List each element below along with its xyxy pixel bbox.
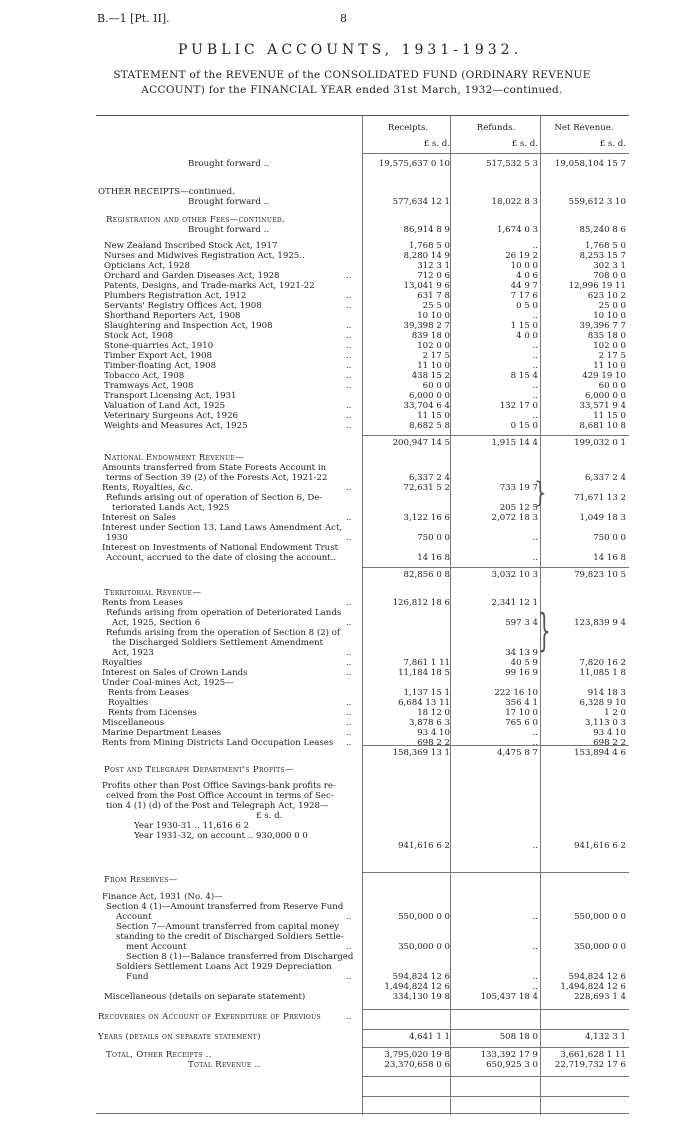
net-value: 12,996 19 11: [568, 281, 626, 291]
refunds-value: ..: [532, 381, 538, 391]
net-value: 11,085 1 8: [579, 668, 626, 678]
refunds-value: 517,532 5 3: [486, 159, 538, 169]
receipts-value: 1,768 5 0: [408, 241, 450, 251]
receipts-value: 312 3 1: [417, 261, 450, 271]
net-value: 79,823 10 5: [574, 570, 626, 580]
net-value: 71,671 13 2: [574, 493, 626, 503]
row-description: Royalties: [108, 698, 149, 708]
receipts-value: 14 16 8: [417, 553, 450, 563]
receipts-value: 23,370,658 0 6: [384, 1060, 450, 1070]
row-description: Rents from Licenses: [108, 708, 197, 718]
row-description: Section 8 (1)—Balance transferred from Discharged: [126, 952, 354, 962]
row-description: Timber Export Act, 1908: [104, 351, 212, 361]
leader-dots: ..: [346, 483, 352, 493]
row-description: tion 4 (1) (d) of the Post and Telegraph Act, 1928—: [106, 801, 329, 811]
row-description: Transport Licensing Act, 1931: [104, 391, 237, 401]
row-description: Post and Telegraph Department's Profits—: [104, 765, 294, 775]
net-value: 123,839 9 4: [574, 618, 626, 628]
refunds-value: ..: [532, 553, 538, 563]
leader-dots: ..: [346, 972, 352, 982]
receipts-value: 750 0 0: [417, 533, 450, 543]
leader-dots: ..: [346, 658, 352, 668]
receipts-units: £ s. d.: [423, 139, 450, 149]
receipts-value: 7,861 1 11: [403, 658, 450, 668]
net-value: 22,719,732 17 6: [554, 1060, 626, 1070]
row-description: Interest on Investments of National Endowment Trust: [102, 543, 339, 553]
net-value: 3,661,628 1 11: [560, 1050, 626, 1060]
leader-dots: ..: [346, 381, 352, 391]
refunds-value: 34 13 9: [505, 648, 538, 658]
row-description: Rents, Royalties, &c.: [102, 483, 194, 493]
refunds-value: 4 0 0: [516, 331, 538, 341]
refunds-value: 7 17 6: [510, 291, 538, 301]
receipts-value: 10 10 0: [417, 311, 450, 321]
receipts-value: 712 0 6: [417, 271, 450, 281]
net-value: 39,396 7 7: [579, 321, 626, 331]
total-rule: [362, 567, 629, 568]
receipts-value: 1,137 15 1: [403, 688, 450, 698]
row-description: teriorated Lands Act, 1925: [112, 503, 230, 513]
leader-dots: ..: [346, 411, 352, 421]
refunds-value: 17 10 0: [505, 708, 538, 718]
refunds-value: 356 4 1: [505, 698, 538, 708]
refunds-value: 1,915 14 4: [491, 438, 538, 448]
receipts-value: 839 18 0: [411, 331, 450, 341]
total-rule: [362, 1009, 629, 1010]
net-value: 429 19 10: [582, 371, 626, 381]
receipts-value: 3,795,020 19 8: [384, 1050, 450, 1060]
row-description: Fund: [126, 972, 149, 982]
net-value: 594,824 12 6: [568, 972, 626, 982]
leader-dots: ..: [346, 271, 352, 281]
net-value: 228,693 1 4: [574, 992, 626, 1002]
receipts-value: 6,684 13 11: [398, 698, 450, 708]
leader-dots: ..: [346, 598, 352, 608]
refunds-value: ..: [532, 361, 538, 371]
refunds-value: 2,072 18 3: [491, 513, 538, 523]
leader-dots: ..: [346, 668, 352, 678]
row-description: Refunds arising from operation of Deteriorated Lands: [106, 608, 342, 618]
net-value: 199,032 0 1: [574, 438, 626, 448]
receipts-value: 25 5 0: [422, 301, 450, 311]
refunds-value: 0 15 0: [510, 421, 538, 431]
leader-dots: ..: [346, 351, 352, 361]
row-description: 1930: [106, 533, 128, 543]
leader-dots: ..: [346, 361, 352, 371]
total-rule: [362, 1096, 629, 1097]
refunds-value: 10 0 0: [510, 261, 538, 271]
row-description: Tobacco Act, 1908: [104, 371, 185, 381]
leader-dots: ..: [346, 533, 352, 543]
receipts-value: 577,634 12 1: [392, 197, 450, 207]
row-description: Year 1930-31 .. 11,616 6 2: [134, 821, 250, 831]
refunds-value: 508 18 0: [499, 1032, 538, 1042]
refunds-value: 733 19 7: [499, 483, 538, 493]
row-description: Nurses and Midwives Registration Act, 1925..: [104, 251, 305, 261]
row-description: New Zealand Inscribed Stock Act, 1917: [104, 241, 278, 251]
statement-subtitle: STATEMENT of the REVENUE of the CONSOLIDATED FUND (ORDINARY REVENUE ACCOUNT) for the FINANCIAL YEAR ended 31st March, 1932—continued.: [113, 69, 591, 96]
refunds-units: £ s. d.: [511, 139, 538, 149]
net-value: 11 15 0: [593, 411, 626, 421]
refunds-value: 2,341 12 1: [491, 598, 538, 608]
refunds-value: ..: [532, 351, 538, 361]
net-value: 14 16 8: [593, 553, 626, 563]
row-description: Profits other than Post Office Savings-bank profits re-: [102, 781, 336, 791]
refunds-value: ..: [532, 533, 538, 543]
row-description: Patents, Designs, and Trade-marks Act, 1921-22: [104, 281, 315, 291]
refunds-value: ..: [532, 912, 538, 922]
row-description: Plumbers Registration Act, 1912: [104, 291, 247, 301]
row-description: Servants' Registry Offices Act, 1908: [104, 301, 262, 311]
row-description: OTHER RECEIPTS—continued.: [98, 187, 235, 197]
row-description: Refunds arising out of operation of Section 6, De-: [106, 493, 323, 503]
row-description: Interest under Section 13, Land Laws Amendment Act,: [102, 523, 343, 533]
leader-dots: ..: [346, 371, 352, 381]
receipts-value: 334,130 19 8: [392, 992, 450, 1002]
net-value: 85,240 8 6: [579, 225, 626, 235]
refunds-value: 205 12 5: [499, 503, 538, 513]
receipts-value: 18 12 0: [417, 708, 450, 718]
row-description: Recoveries on Account of Expenditure of Previous: [98, 1012, 321, 1022]
net-value: 6,337 2 4: [584, 473, 626, 483]
net-value: 3,113 0 3: [584, 718, 626, 728]
refunds-value: ..: [532, 241, 538, 251]
net-units: £ s. d.: [599, 139, 626, 149]
receipts-value: 8,280 14 9: [403, 251, 450, 261]
row-description: Year 1931-32, on account .. 930,000 0 0: [134, 831, 308, 841]
receipts-value: 72,631 5 2: [403, 483, 450, 493]
receipts-value: 350,000 0 0: [398, 942, 450, 952]
receipts-value: 200,947 14 5: [392, 438, 450, 448]
row-description: Registration and other Fees—continued.: [106, 215, 286, 225]
page-title: PUBLIC ACCOUNTS, 1931-1932.: [177, 42, 523, 58]
receipts-value: 6,337 2 4: [408, 473, 450, 483]
refunds-value: 40 5 9: [510, 658, 538, 668]
refunds-value: ..: [532, 942, 538, 952]
row-description: £ s. d.: [256, 811, 283, 821]
total-rule: [362, 745, 629, 746]
net-value: 750 0 0: [593, 533, 626, 543]
leader-dots: ..: [346, 321, 352, 331]
leader-dots: ..: [346, 708, 352, 718]
refunds-column-header: Refunds.: [476, 123, 516, 133]
row-description: Shorthand Reporters Act, 1908: [104, 311, 241, 321]
net-value: 8,253 15 7: [579, 251, 626, 261]
refunds-value: 1 15 0: [510, 321, 538, 331]
total-rule: [362, 872, 629, 873]
row-description: Brought forward ..: [188, 197, 270, 207]
receipts-value: 126,812 18 6: [392, 598, 450, 608]
row-description: Section 4 (1)—Amount transferred from Reserve Fund: [106, 902, 344, 912]
refunds-value: ..: [532, 341, 538, 351]
net-value: 8,681 10 8: [579, 421, 626, 431]
receipts-value: 33,704 6 4: [403, 401, 450, 411]
row-description: Slaughtering and Inspection Act, 1908: [104, 321, 273, 331]
row-description: ment Account: [126, 942, 187, 952]
net-value: 4,132 3 1: [584, 1032, 626, 1042]
receipts-value: 3,122 16 6: [403, 513, 450, 523]
net-value: 550,000 0 0: [574, 912, 626, 922]
net-value: 19,058,104 15 7: [554, 159, 626, 169]
row-description: Territorial Revenue—: [104, 588, 202, 598]
column-rule: [362, 115, 363, 1115]
receipts-value: 4,641 1 1: [408, 1032, 450, 1042]
leader-dots: ..: [346, 728, 352, 738]
leader-dots: ..: [346, 698, 352, 708]
refunds-value: ..: [532, 728, 538, 738]
refunds-value: 650,925 3 0: [486, 1060, 538, 1070]
row-description: Orchard and Garden Diseases Act, 1928: [104, 271, 280, 281]
net-value: 559,612 3 10: [568, 197, 626, 207]
column-rule: [450, 115, 451, 1115]
page-header-reference: B.—1 [Pt. II].: [97, 12, 170, 25]
leader-dots: ..: [346, 718, 352, 728]
refunds-value: ..: [532, 391, 538, 401]
receipts-value: 438 15 2: [411, 371, 450, 381]
refunds-value: 4 0 6: [516, 271, 538, 281]
net-value: 2 17 5: [598, 351, 626, 361]
row-description: Interest on Sales of Crown Lands: [102, 668, 248, 678]
row-description: Account: [116, 912, 152, 922]
net-value: 350,000 0 0: [574, 942, 626, 952]
row-description: Years (details on separate statement): [98, 1032, 261, 1042]
receipts-value: 550,000 0 0: [398, 912, 450, 922]
receipts-value: 2 17 5: [422, 351, 450, 361]
receipts-value: 102 0 0: [417, 341, 450, 351]
refunds-value: 3,032 10 3: [491, 570, 538, 580]
receipts-value: 82,856 0 8: [403, 570, 450, 580]
refunds-value: 597 3 4: [505, 618, 538, 628]
row-description: Opticians Act, 1928: [104, 261, 190, 271]
net-value: 11 10 0: [593, 361, 626, 371]
net-value: 102 0 0: [593, 341, 626, 351]
refunds-value: 44 9 7: [510, 281, 538, 291]
receipts-value: 631 7 8: [417, 291, 450, 301]
receipts-value: 13,041 9 6: [403, 281, 450, 291]
row-description: Rents from Leases: [102, 598, 183, 608]
row-description: terms of Section 39 (2) of the Forests Act, 1921-22: [106, 473, 328, 483]
row-description: Act, 1925, Section 6: [112, 618, 201, 628]
leader-dots: ..: [346, 942, 352, 952]
row-description: Rents from Mining Districts Land Occupation Leases: [102, 738, 334, 748]
row-description: Brought forward ..: [188, 225, 270, 235]
refunds-value: ..: [532, 972, 538, 982]
net-value: 7,820 16 2: [579, 658, 626, 668]
row-description: Timber-floating Act, 1908: [104, 361, 217, 371]
row-description: Brought forward ..: [188, 159, 270, 169]
page-number: 8: [340, 12, 347, 25]
total-rule: [362, 435, 629, 436]
row-description: the Discharged Soldiers Settlement Amendment: [112, 638, 324, 648]
refunds-value: 133,392 17 9: [480, 1050, 538, 1060]
net-value: 1,049 18 3: [579, 513, 626, 523]
row-description: Total, Other Receipts ..: [106, 1050, 212, 1060]
row-description: standing to the credit of Discharged Soldiers Settle-: [116, 932, 344, 942]
refunds-value: 8 15 4: [510, 371, 538, 381]
row-description: Section 7—Amount transferred from capital money: [116, 922, 340, 932]
row-description: Interest on Sales: [102, 513, 176, 523]
net-value: 33,571 9 4: [579, 401, 626, 411]
receipts-value: 11 15 0: [417, 411, 450, 421]
net-value: 835 18 0: [587, 331, 626, 341]
row-description: Refunds arising from the operation of Section 8 (2) of: [106, 628, 341, 638]
row-description: Royalties: [102, 658, 143, 668]
refunds-value: 765 6 0: [505, 718, 538, 728]
refunds-value: 18,022 8 3: [491, 197, 538, 207]
refunds-value: 99 16 9: [505, 668, 538, 678]
leader-dots: ..: [346, 421, 352, 431]
refunds-value: 105,437 18 4: [480, 992, 538, 1002]
receipts-value: 86,914 8 9: [403, 225, 450, 235]
net-value: 708 0 0: [593, 271, 626, 281]
row-description: Act, 1923: [112, 648, 154, 658]
total-rule: [362, 1076, 629, 1077]
refunds-value: ..: [532, 311, 538, 321]
row-description: Account, accrued to the date of closing the account..: [106, 553, 337, 563]
net-value: 153,894 4 6: [574, 748, 626, 758]
brace-mark: }: [534, 475, 547, 509]
refunds-value: 0 5 0: [516, 301, 538, 311]
net-value: 623 10 2: [587, 291, 626, 301]
leader-dots: ..: [346, 912, 352, 922]
receipts-value: 698 2 2: [417, 738, 450, 748]
leader-dots: ..: [346, 1012, 352, 1022]
net-revenue-column-header: Net Revenue.: [554, 123, 614, 133]
row-description: Veterinary Surgeons Act, 1926: [104, 411, 239, 421]
total-rule: [362, 1047, 629, 1048]
net-value: 60 0 0: [598, 381, 626, 391]
row-description: Tramways Act, 1908: [104, 381, 194, 391]
leader-dots: ..: [346, 738, 352, 748]
receipts-value: 6,000 0 0: [408, 391, 450, 401]
refunds-value: ..: [532, 411, 538, 421]
row-description: Rents from Leases: [108, 688, 189, 698]
net-value: 1 2 0: [604, 708, 626, 718]
net-value: 1,494,824 12 6: [560, 982, 626, 992]
leader-dots: ..: [346, 341, 352, 351]
refunds-value: 26 19 2: [505, 251, 538, 261]
receipts-value: 60 0 0: [422, 381, 450, 391]
row-description: Miscellaneous: [102, 718, 165, 728]
row-description: ceived from the Post Office Account in terms of Sec-: [106, 791, 334, 801]
net-value: 1,768 5 0: [584, 241, 626, 251]
row-description: Total Revenue ..: [188, 1060, 261, 1070]
row-description: Miscellaneous (details on separate statement): [104, 992, 306, 1002]
receipts-value: 594,824 12 6: [392, 972, 450, 982]
net-value: 698 2 2: [593, 738, 626, 748]
receipts-value: 11 10 0: [417, 361, 450, 371]
net-value: 914 18 3: [587, 688, 626, 698]
row-description: Finance Act, 1931 (No. 4)—: [102, 892, 223, 902]
row-description: Stone-quarries Act, 1910: [104, 341, 214, 351]
receipts-value: 8,682 5 8: [408, 421, 450, 431]
receipts-value: 19,575,637 0 10: [378, 159, 450, 169]
leader-dots: ..: [346, 648, 352, 658]
row-description: From Reserves—: [104, 875, 178, 885]
refunds-value: ..: [532, 738, 538, 748]
net-value: 6,328 9 10: [579, 698, 626, 708]
receipts-value: 1,494,824 12 6: [384, 982, 450, 992]
total-rule: [96, 1113, 629, 1114]
receipts-column-header: Receipts.: [387, 123, 429, 133]
refunds-value: 222 16 10: [494, 688, 538, 698]
row-description: Stock Act, 1908: [104, 331, 174, 341]
receipts-value: 941,616 6 2: [398, 841, 450, 851]
total-rule: [362, 1029, 629, 1030]
row-description: Under Coal-mines Act, 1925—: [102, 678, 234, 688]
receipts-value: 3,878 6 3: [408, 718, 450, 728]
leader-dots: ..: [346, 618, 352, 628]
brace-mark: }: [538, 603, 551, 657]
refunds-value: ..: [532, 841, 538, 851]
net-value: 941,616 6 2: [574, 841, 626, 851]
receipts-value: 93 4 10: [417, 728, 450, 738]
leader-dots: ..: [346, 331, 352, 341]
leader-dots: ..: [346, 401, 352, 411]
receipts-value: 158,369 13 1: [392, 748, 450, 758]
leader-dots: ..: [346, 513, 352, 523]
refunds-value: 132 17 0: [499, 401, 538, 411]
refunds-value: 4,475 8 7: [496, 748, 538, 758]
row-description: Soldiers Settlement Loans Act 1929 Depreciation: [116, 962, 332, 972]
net-value: 302 3 1: [593, 261, 626, 271]
row-description: Amounts transferred from State Forests Account in: [102, 463, 327, 473]
row-description: Marine Department Leases: [102, 728, 222, 738]
refunds-value: ..: [532, 982, 538, 992]
net-value: 6,000 0 0: [584, 391, 626, 401]
total-rule: [362, 153, 629, 154]
net-value: 10 10 0: [593, 311, 626, 321]
row-description: Weights and Measures Act, 1925: [104, 421, 248, 431]
row-description: Valuation of Land Act, 1925: [104, 401, 226, 411]
row-description: National Endowment Revenue—: [104, 453, 244, 463]
leader-dots: ..: [346, 301, 352, 311]
receipts-value: 11,184 18 5: [398, 668, 450, 678]
net-value: 93 4 10: [593, 728, 626, 738]
net-value: 25 0 0: [598, 301, 626, 311]
refunds-value: 1,674 0 3: [496, 225, 538, 235]
leader-dots: ..: [346, 291, 352, 301]
receipts-value: 39,398 2 7: [403, 321, 450, 331]
